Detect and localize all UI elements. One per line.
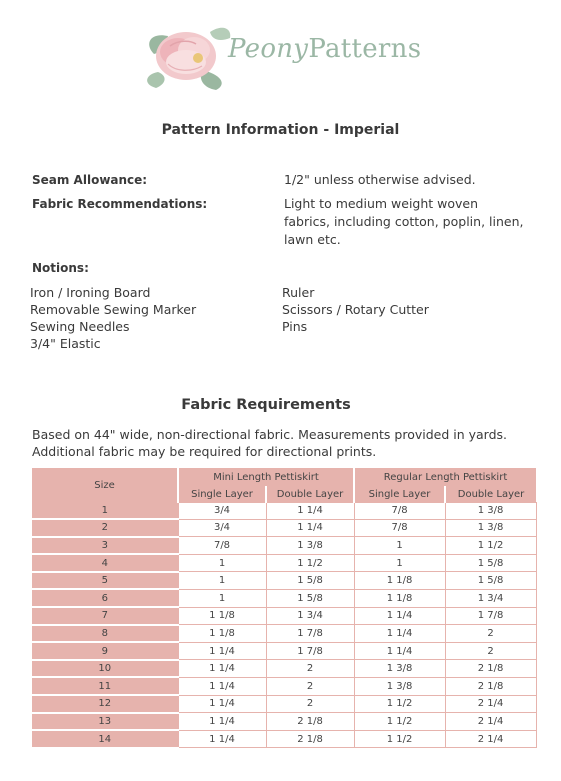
yardage-cell: 2 1/8 bbox=[445, 677, 536, 695]
table-row bbox=[32, 660, 536, 678]
table-row bbox=[32, 730, 536, 748]
notion-item: Sewing Needles bbox=[30, 319, 130, 334]
regular-double-layer-header: Double Layer bbox=[457, 488, 525, 500]
yardage-cell: 1 bbox=[178, 589, 266, 607]
notion-item: Iron / Ironing Board bbox=[30, 285, 151, 300]
table-row bbox=[32, 572, 536, 590]
yardage-cell: 1 1/8 bbox=[178, 607, 266, 625]
yardage-cell: 1 1/2 bbox=[266, 554, 354, 572]
fabric-requirements-title: Fabric Requirements bbox=[181, 397, 351, 413]
size-cell: 4 bbox=[32, 554, 178, 572]
brand-name-plain: Patterns bbox=[308, 34, 422, 64]
table-row bbox=[32, 695, 536, 713]
size-header: Size bbox=[32, 468, 178, 503]
yardage-cell: 1 1/4 bbox=[178, 642, 266, 660]
seam-allowance-label: Seam Allowance: bbox=[32, 173, 148, 187]
size-cell: 7 bbox=[32, 607, 178, 625]
notion-item: Removable Sewing Marker bbox=[30, 302, 197, 317]
seam-allowance-value: 1/2" unless otherwise advised. bbox=[284, 172, 476, 187]
yardage-cell: 2 1/8 bbox=[445, 660, 536, 678]
yardage-cell: 2 1/8 bbox=[266, 730, 354, 748]
yardage-cell: 1 1/2 bbox=[354, 713, 445, 731]
yardage-cell: 1 7/8 bbox=[266, 642, 354, 660]
size-cell: 14 bbox=[32, 730, 178, 748]
yardage-cell: 1 1/4 bbox=[354, 607, 445, 625]
yardage-cell: 1 1/4 bbox=[354, 625, 445, 643]
yardage-cell: 2 bbox=[445, 642, 536, 660]
notion-item: 3/4" Elastic bbox=[30, 336, 101, 351]
table-row bbox=[32, 589, 536, 607]
yardage-cell: 1 3/8 bbox=[354, 677, 445, 695]
size-cell: 12 bbox=[32, 695, 178, 713]
yardage-cell: 1 bbox=[178, 554, 266, 572]
yardage-cell: 1 1/8 bbox=[354, 589, 445, 607]
yardage-cell: 1 7/8 bbox=[266, 625, 354, 643]
fabric-requirements-note: Based on 44" wide, non-directional fabric. Measurements provided in yards. Additional fabric may be required for directional prints. bbox=[32, 427, 508, 459]
notion-item: Scissors / Rotary Cutter bbox=[282, 302, 429, 317]
regular-length-header: Regular Length Pettiskirt bbox=[383, 471, 508, 483]
yardage-cell: 1 1/2 bbox=[354, 730, 445, 748]
notions-label: Notions: bbox=[32, 261, 89, 275]
yardage-cell: 1 bbox=[178, 572, 266, 590]
yardage-cell: 3/4 bbox=[178, 519, 266, 537]
yardage-cell: 1 1/4 bbox=[178, 713, 266, 731]
mini-single-layer-header: Single Layer bbox=[178, 486, 266, 503]
table-row bbox=[32, 607, 536, 625]
brand-name bbox=[228, 34, 421, 64]
table-row bbox=[32, 642, 536, 660]
yardage-cell: 1 3/4 bbox=[445, 589, 536, 607]
fabric-requirements-rows bbox=[32, 503, 536, 748]
table-row bbox=[32, 503, 536, 520]
yardage-cell: 1 3/8 bbox=[445, 519, 536, 537]
yardage-cell: 1 5/8 bbox=[266, 572, 354, 590]
yardage-cell: 2 bbox=[266, 677, 354, 695]
yardage-cell: 1 1/4 bbox=[266, 519, 354, 537]
yardage-cell: 1 5/8 bbox=[445, 554, 536, 572]
yardage-cell: 1 1/2 bbox=[354, 695, 445, 713]
yardage-cell: 1 1/4 bbox=[266, 503, 354, 520]
yardage-cell: 1 3/8 bbox=[445, 503, 536, 520]
yardage-cell: 1 5/8 bbox=[445, 572, 536, 590]
yardage-cell: 1 bbox=[354, 554, 445, 572]
size-cell: 3 bbox=[32, 537, 178, 555]
yardage-cell: 2 1/4 bbox=[445, 730, 536, 748]
mini-length-header: Mini Length Pettiskirt bbox=[178, 468, 354, 486]
yardage-cell: 7/8 bbox=[354, 519, 445, 537]
yardage-cell: 1 3/8 bbox=[354, 660, 445, 678]
yardage-cell: 1 bbox=[354, 537, 445, 555]
yardage-cell: 1 1/4 bbox=[178, 677, 266, 695]
yardage-cell: 3/4 bbox=[178, 503, 266, 520]
size-cell: 8 bbox=[32, 625, 178, 643]
yardage-cell: 1 7/8 bbox=[445, 607, 536, 625]
yardage-cell: 7/8 bbox=[354, 503, 445, 520]
size-cell: 9 bbox=[32, 642, 178, 660]
notion-item: Ruler bbox=[282, 285, 315, 300]
size-cell: 5 bbox=[32, 572, 178, 590]
yardage-cell: 1 5/8 bbox=[266, 589, 354, 607]
size-cell: 6 bbox=[32, 589, 178, 607]
size-cell: 10 bbox=[32, 660, 178, 678]
table-row bbox=[32, 554, 536, 572]
regular-single-layer-header: Single Layer bbox=[354, 486, 445, 503]
page-title: Pattern Information - Imperial bbox=[161, 122, 400, 138]
table-row bbox=[32, 677, 536, 695]
yardage-cell: 2 1/4 bbox=[445, 713, 536, 731]
table-row bbox=[32, 537, 536, 555]
yardage-cell: 1 1/4 bbox=[178, 660, 266, 678]
yardage-cell: 2 bbox=[266, 660, 354, 678]
yardage-cell: 1 3/4 bbox=[266, 607, 354, 625]
table-row bbox=[32, 713, 536, 731]
table-row bbox=[32, 625, 536, 643]
size-cell: 1 bbox=[32, 503, 178, 520]
yardage-cell: 2 bbox=[445, 625, 536, 643]
yardage-cell: 1 3/8 bbox=[266, 537, 354, 555]
yardage-cell: 2 bbox=[266, 695, 354, 713]
brand-name-script: Peony bbox=[228, 34, 309, 64]
yardage-cell: 1 1/8 bbox=[178, 625, 266, 643]
leaf-icon bbox=[147, 72, 164, 88]
yardage-cell: 7/8 bbox=[178, 537, 266, 555]
size-cell: 2 bbox=[32, 519, 178, 537]
yardage-cell: 2 1/4 bbox=[445, 695, 536, 713]
yardage-cell: 1 1/2 bbox=[445, 537, 536, 555]
yardage-cell: 1 1/4 bbox=[354, 642, 445, 660]
size-cell: 11 bbox=[32, 677, 178, 695]
notion-item: Pins bbox=[282, 319, 308, 334]
yardage-cell: 1 1/8 bbox=[354, 572, 445, 590]
fabric-recommendations-label: Fabric Recommendations: bbox=[32, 197, 208, 211]
fabric-requirements-table bbox=[32, 468, 537, 749]
table-row bbox=[32, 519, 536, 537]
yardage-cell: 1 1/4 bbox=[178, 695, 266, 713]
mini-double-layer-header: Double Layer bbox=[266, 486, 354, 503]
yardage-cell: 2 1/8 bbox=[266, 713, 354, 731]
fabric-recommendations-value: Light to medium weight woven fabrics, including cotton, poplin, linen, lawn etc. bbox=[284, 196, 524, 247]
size-cell: 13 bbox=[32, 713, 178, 731]
yardage-cell: 1 1/4 bbox=[178, 730, 266, 748]
